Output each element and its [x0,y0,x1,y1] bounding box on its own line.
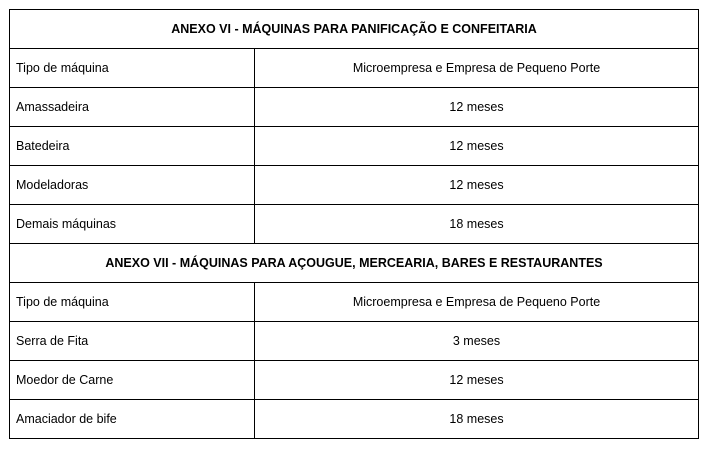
period-value: 18 meses [255,205,699,244]
table-row [10,400,699,439]
machine-name: Batedeira [10,127,255,166]
machine-name: Modeladoras [10,166,255,205]
machine-name: Moedor de Carne [10,361,255,400]
annex-vi-header-machine-type: Tipo de máquina [10,49,255,88]
annex-vii-header-row [10,283,699,322]
period-value: 18 meses [255,400,699,439]
annex-vii-title-row [10,244,699,283]
table-row [10,205,699,244]
period-value: 3 meses [255,322,699,361]
annex-vi-header-row [10,49,699,88]
machine-name: Amaciador de bife [10,400,255,439]
machine-name: Amassadeira [10,88,255,127]
machines-table [9,9,699,439]
table-row [10,322,699,361]
annex-tables [9,9,698,439]
period-value: 12 meses [255,127,699,166]
table-row [10,361,699,400]
machine-name: Serra de Fita [10,322,255,361]
period-value: 12 meses [255,88,699,127]
annex-vi-title-row [10,10,699,49]
annex-vii-header-machine-type: Tipo de máquina [10,283,255,322]
table-row [10,127,699,166]
period-value: 12 meses [255,166,699,205]
annex-vii-header-company-size: Microempresa e Empresa de Pequeno Porte [255,283,699,322]
table-row [10,88,699,127]
period-value: 12 meses [255,361,699,400]
annex-vi-title: ANEXO VI - MÁQUINAS PARA PANIFICAÇÃO E CONFEITARIA [10,10,699,49]
annex-vii-title: ANEXO VII - MÁQUINAS PARA AÇOUGUE, MERCEARIA, BARES E RESTAURANTES [10,244,699,283]
machine-name: Demais máquinas [10,205,255,244]
table-row [10,166,699,205]
annex-vi-header-company-size: Microempresa e Empresa de Pequeno Porte [255,49,699,88]
